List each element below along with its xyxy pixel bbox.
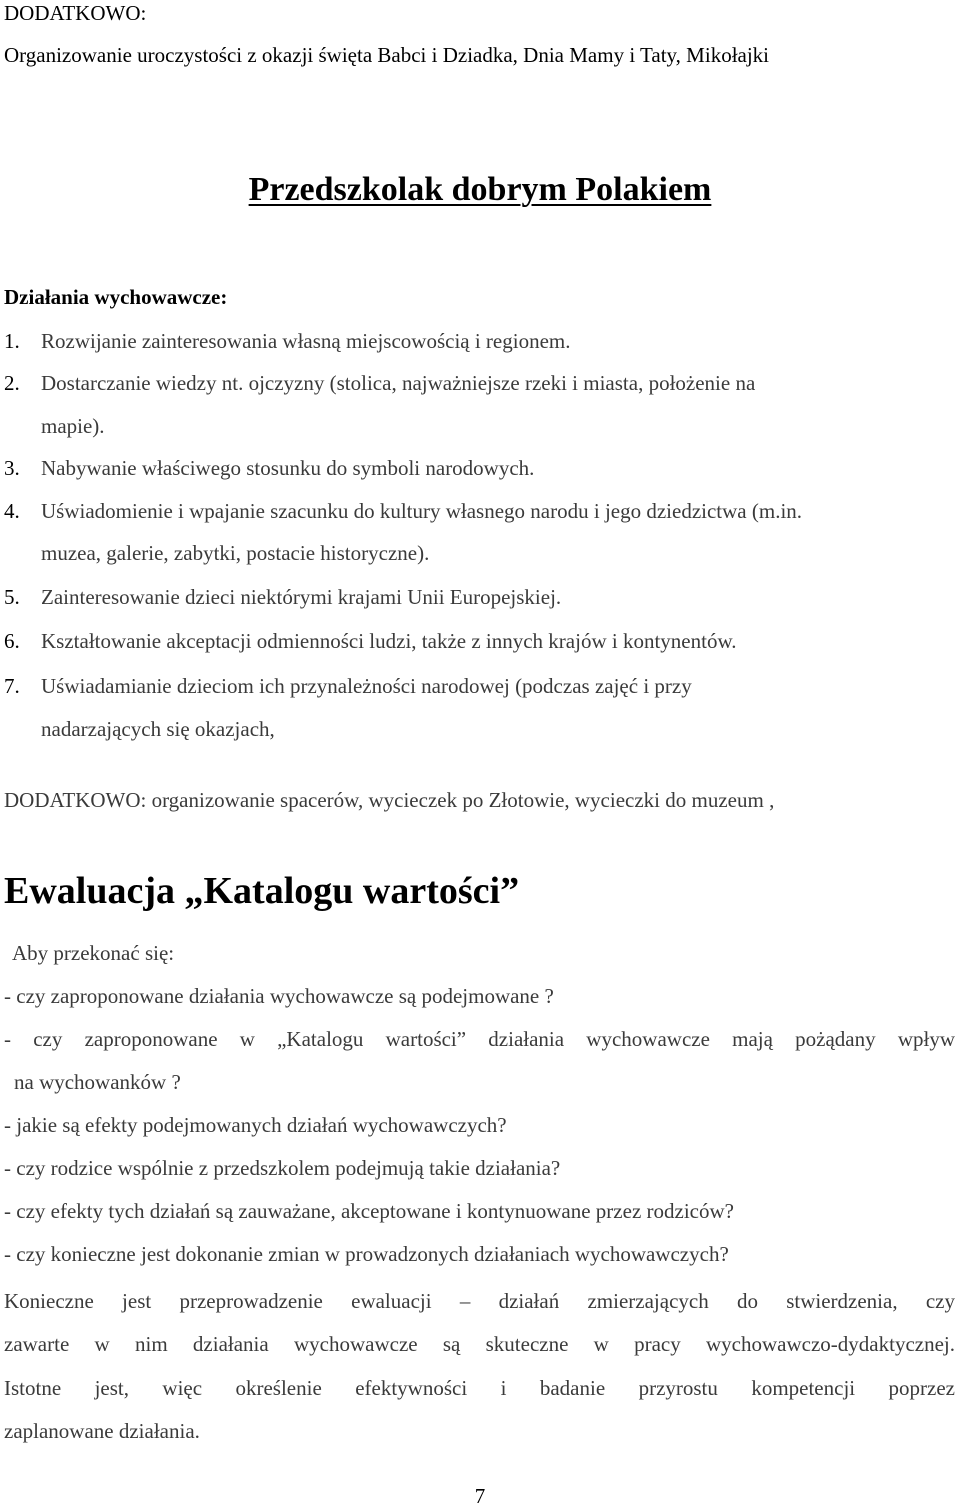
page-title: Przedszkolak dobrym Polakiem <box>248 171 712 208</box>
list-item <box>4 370 755 396</box>
list-item <box>4 455 534 481</box>
header-label: DODATKOWO: <box>4 1 147 25</box>
question-item: - czy konieczne jest dokonanie zmian w prowadzonych działaniach wychowawczych? <box>4 1242 729 1266</box>
list-item <box>4 628 737 654</box>
list-item <box>4 328 570 354</box>
list-item-number: 7. <box>4 674 20 698</box>
list-item-text: Rozwijanie zainteresowania własną miejscowością i regionem. <box>41 329 571 353</box>
conclusion-line: Istotne jest, więc określenie efektywności i badanie przyrostu kompetencji poprzez <box>4 1376 955 1400</box>
list-item-text: Zainteresowanie dzieci niektórymi krajami Unii Europejskiej. <box>41 585 562 609</box>
list-item-continuation: mapie). <box>41 414 105 438</box>
list-item-number: 6. <box>4 629 20 653</box>
additional-note: DODATKOWO: organizowanie spacerów, wycieczek po Złotowie, wycieczki do muzeum , <box>4 788 775 812</box>
conclusion-line: zawarte w nim działania wychowawcze są skuteczne w pracy wychowawczo-dydaktycznej. <box>4 1332 955 1356</box>
list-item <box>4 673 692 699</box>
list-item-number: 4. <box>4 499 20 523</box>
evaluation-heading: Ewaluacja „Katalogu wartości” <box>4 870 520 912</box>
list-item-continuation: muzea, galerie, zabytki, postacie historyczne). <box>41 541 430 565</box>
question-item: - czy zaproponowane działania wychowawcze są podejmowane ? <box>4 984 554 1008</box>
conclusion-line: Konieczne jest przeprowadzenie ewaluacji – działań zmierzających do stwierdzenia, czy <box>4 1289 955 1313</box>
question-item: - czy efekty tych działań są zauważane, akceptowane i kontynuowane przez rodziców? <box>4 1199 734 1223</box>
list-item-text: Dostarczanie wiedzy nt. ojczyzny (stolica, najważniejsze rzeki i miasta, położenie na <box>41 371 756 395</box>
evaluation-intro: Aby przekonać się: <box>12 941 175 965</box>
list-item-text: Nabywanie właściwego stosunku do symboli narodowych. <box>41 456 535 480</box>
question-item: - jakie są efekty podejmowanych działań wychowawczych? <box>4 1113 507 1137</box>
list-item-number: 5. <box>4 585 20 609</box>
page-number: 7 <box>474 1484 486 1508</box>
header-text: Organizowanie uroczystości z okazji święta Babci i Dziadka, Dnia Mamy i Taty, Mikołajki <box>4 43 770 67</box>
actions-heading: Działania wychowawcze: <box>4 285 228 309</box>
list-item-text: Uświadamianie dzieciom ich przynależności narodowej (podczas zajęć i przy <box>41 674 692 698</box>
list-item <box>4 498 802 524</box>
list-item-continuation: nadarzających się okazjach, <box>41 717 275 741</box>
list-item-text: Uświadomienie i wpajanie szacunku do kultury własnego narodu i jego dziedzictwa (m.in. <box>41 499 803 523</box>
list-item-number: 1. <box>4 329 20 353</box>
list-item-number: 3. <box>4 456 20 480</box>
list-item-text: Kształtowanie akceptacji odmienności ludzi, także z innych krajów i kontynentów. <box>41 629 737 653</box>
question-item-continuation: na wychowanków ? <box>14 1070 181 1094</box>
question-item: - czy rodzice wspólnie z przedszkolem podejmują takie działania? <box>4 1156 561 1180</box>
question-item: - czy zaproponowane w „Katalogu wartości” działania wychowawcze mają pożądany wpływ <box>4 1027 955 1051</box>
list-item-number: 2. <box>4 371 20 395</box>
conclusion-line: zaplanowane działania. <box>4 1419 200 1443</box>
list-item <box>4 584 561 610</box>
